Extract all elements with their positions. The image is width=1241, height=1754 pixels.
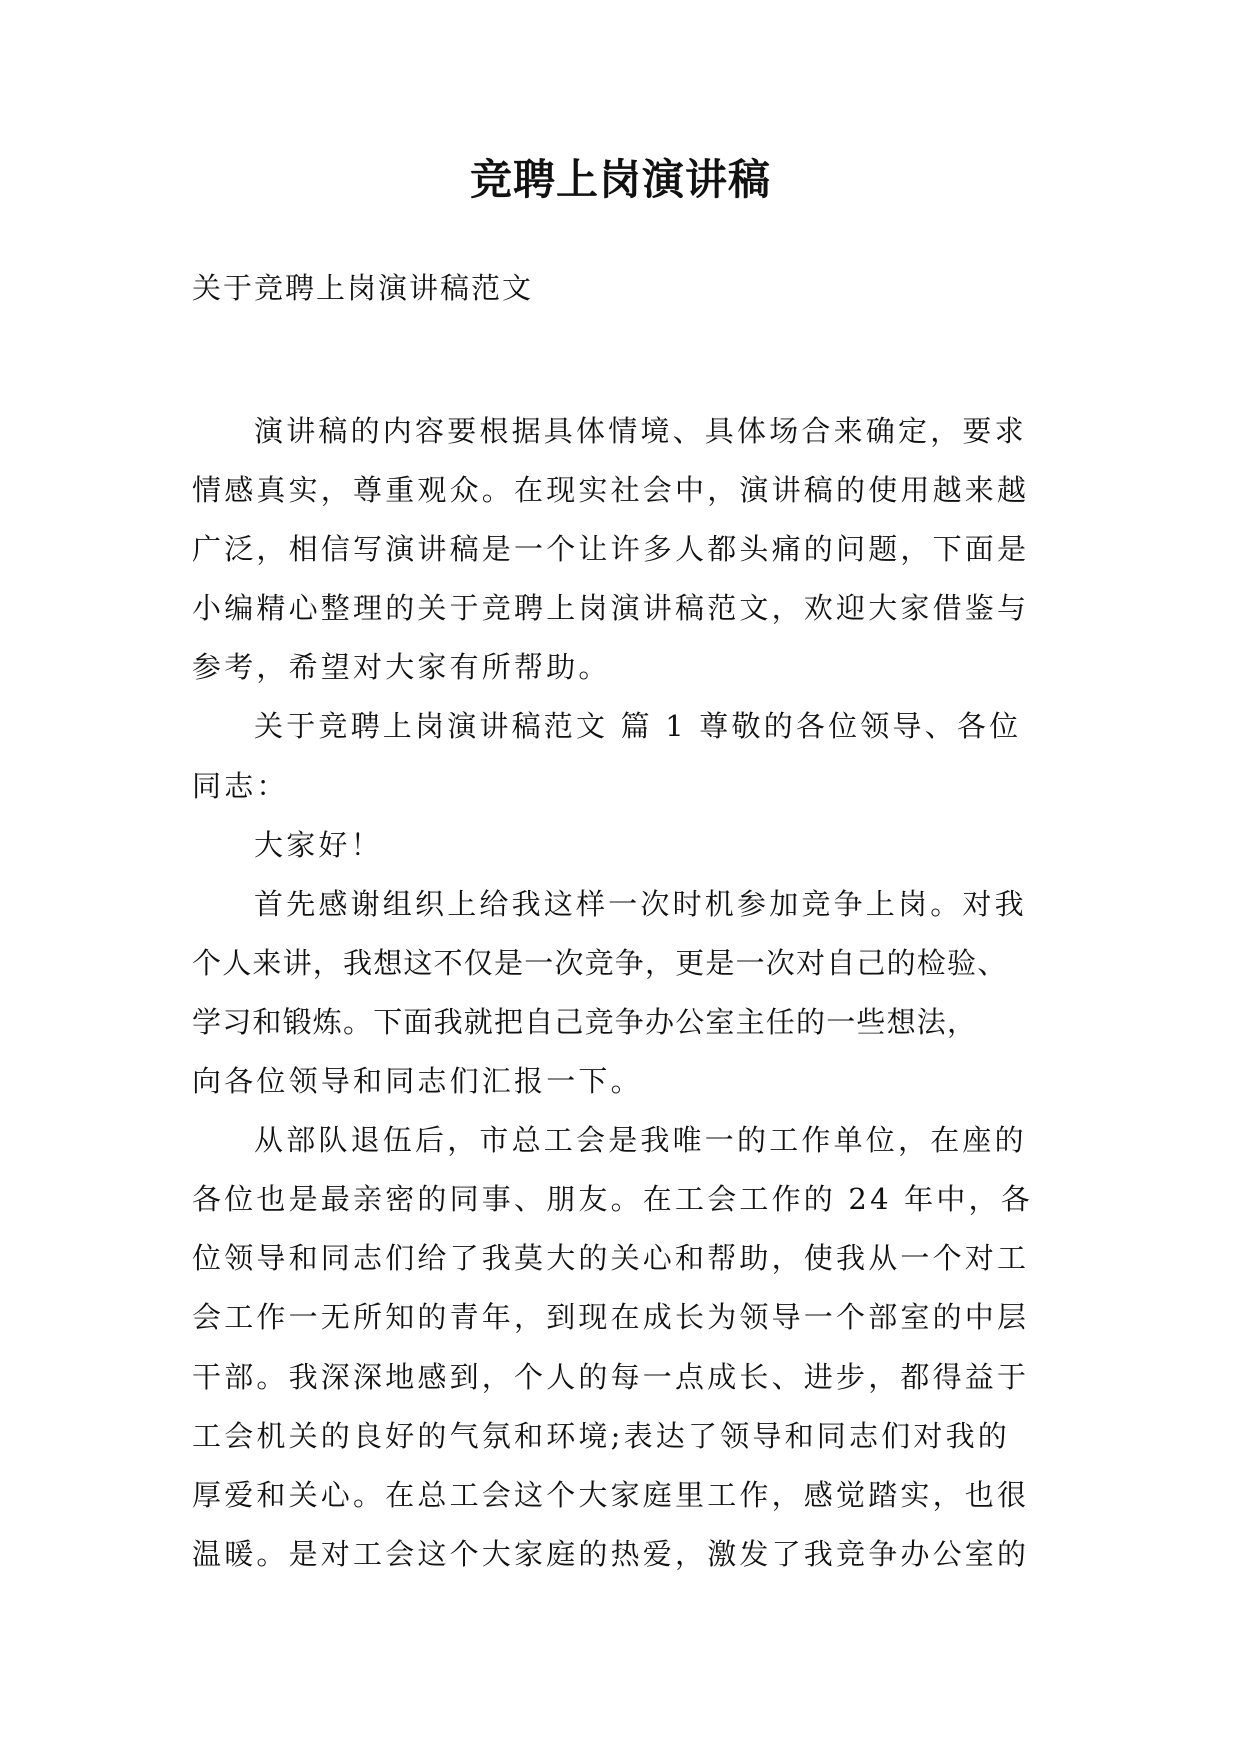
text-line: 参考，希望对大家有所帮助。 (192, 650, 611, 685)
text-line: 大家好！ (254, 827, 383, 862)
text-line: 关于竞聘上岗演讲稿范文 篇 1 尊敬的各位领导、各位 (254, 709, 1022, 744)
text-line: 从部队退伍后，市总工会是我唯一的工作单位，在座的 (254, 1123, 1027, 1158)
text-line: 厚爱和关心。在总工会这个大家庭里工作，感觉踏实，也很 (192, 1477, 1030, 1512)
text-line: 情感真实，尊重观众。在现实社会中，演讲稿的使用越来越 (192, 473, 1030, 508)
text-line: 小编精心整理的关于竞聘上岗演讲稿范文，欢迎大家借鉴与 (192, 591, 1030, 626)
text-line: 广泛，相信写演讲稿是一个让许多人都头痛的问题，下面是 (192, 532, 1030, 567)
text-line: 向各位领导和同志们汇报一下。 (192, 1064, 643, 1099)
text-line: 位领导和同志们给了我莫大的关心和帮助，使我从一个对工 (192, 1241, 1030, 1276)
text-line: 工会机关的良好的气氛和环境;表达了领导和同志们对我的 (192, 1418, 1010, 1453)
document-subtitle: 关于竞聘上岗演讲稿范文 (192, 271, 534, 305)
text-line: 干部。我深深地感到，个人的每一点成长、进步，都得益于 (192, 1359, 1030, 1394)
text-line: 会工作一无所知的青年，到现在成长为领导一个部室的中层 (192, 1300, 1030, 1335)
text-line: 演讲稿的内容要根据具体情境、具体场合来确定，要求 (254, 414, 1027, 448)
text-line: 温暖。是对工会这个大家庭的热爱，激发了我竞争办公室的 (192, 1536, 1030, 1571)
text-line: 学习和锻炼。下面我就把自己竞争办公室主任的一些想法， (192, 1004, 978, 1039)
text-line: 个人来讲，我想这不仅是一次竞争，更是一次对自己的检验、 (192, 945, 1008, 980)
body-text (192, 402, 1052, 1584)
text-line: 同志： (192, 768, 289, 803)
document-title: 竞聘上岗演讲稿 (469, 155, 771, 204)
text-line: 首先感谢组织上给我这样一次时机参加竞争上岗。对我 (254, 886, 1027, 921)
text-line: 各位也是最亲密的同事、朋友。在工会工作的 24 年中，各 (192, 1182, 1033, 1217)
